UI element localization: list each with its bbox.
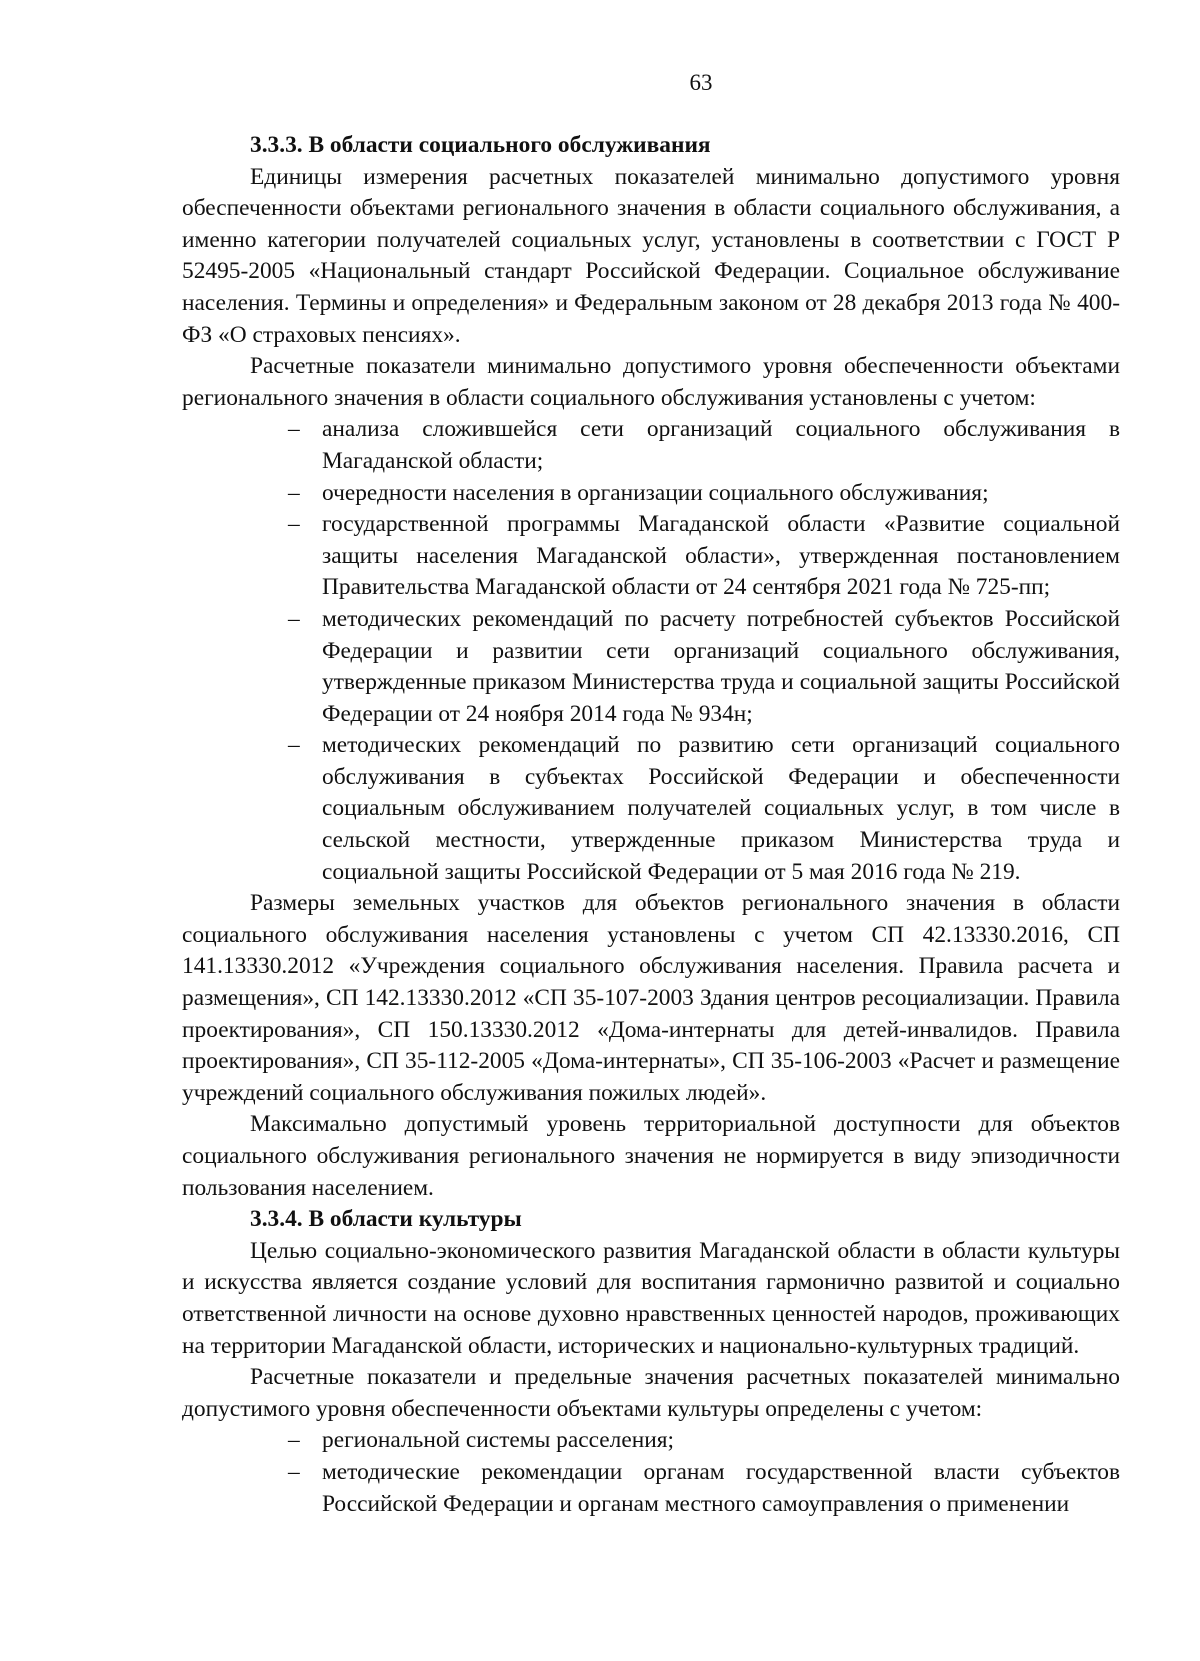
list-item xyxy=(288,730,1120,888)
page-number: 63 xyxy=(689,70,713,95)
list-item xyxy=(288,1457,1120,1520)
paragraph: Целью социально-экономического развития Магаданской области в области культуры и искусства является создание условий для воспитания гармонично развитой и социально ответственной личности на основе духовно нравственных ценностей народов, проживающих на территории Магаданской области, исторических и национально-культурных традиций. xyxy=(182,1237,1120,1359)
list-item xyxy=(288,414,1120,477)
list-item-text: анализа сложившейся сети организаций социального обслуживания в Магаданской области; xyxy=(322,416,1120,474)
list-item-text: очередности населения в организации социального обслуживания; xyxy=(322,479,989,506)
dash-bullet: – xyxy=(288,479,300,506)
dash-bullet: – xyxy=(288,511,300,538)
criteria-list-culture xyxy=(182,1425,1120,1520)
list-item xyxy=(288,509,1120,604)
list-item xyxy=(288,604,1120,730)
page-content xyxy=(182,130,1120,1520)
list-item-text: методических рекомендаций по развитию сети организаций социального обслуживания в субъектах Российской Федерации и обеспеченности социальным обслуживанием получателей социальных услуг, в том числе в сельской местности, утвержденные приказом Министерства труда и социальной защиты Российской Федерации от 5 мая 2016 года № 219. xyxy=(322,732,1120,885)
paragraph: Размеры земельных участков для объектов регионального значения в области социального обслуживания населения установлены с учетом СП 42.13330.2016, СП 141.13330.2012 «Учреждения социального обслуживания населения. Правила расчета и размещения», СП 142.13330.2012 «СП 35-107-2003 Здания центров ресоциализации. Правила проектирования», СП 150.13330.2012 «Дома-интернаты для детей-инвалидов. Правила проектирования», СП 35-112-2005 «Дома-интернаты», СП 35-106-2003 «Расчет и размещение учреждений социального обслуживания пожилых людей». xyxy=(182,890,1120,1106)
list-item xyxy=(288,478,1120,510)
paragraph: Единицы измерения расчетных показателей минимально допустимого уровня обеспеченности объектами регионального значения в области социального обслуживания, а именно категории получателей социальных услуг, установлены в соответствии с ГОСТ Р 52495-2005 «Национальный стандарт Российской Федерации. Социальное обслуживание населения. Термины и определения» и Федеральным законом от 28 декабря 2013 года № 400-ФЗ «О страховых пенсиях». xyxy=(182,163,1120,348)
dash-bullet: – xyxy=(288,416,300,443)
paragraph: Расчетные показатели минимально допустимого уровня обеспеченности объектами регионального значения в области социального обслуживания установлены с учетом: xyxy=(182,353,1120,411)
list-item-text: государственной программы Магаданской области «Развитие социальной защиты населения Магаданской области», утвержденная постановлением Правительства Магаданской области от 24 сентября 2021 года № 725-пп; xyxy=(322,511,1120,601)
dash-bullet: – xyxy=(288,1427,300,1454)
list-item-text: региональной системы расселения; xyxy=(322,1427,675,1454)
criteria-list-social xyxy=(182,414,1120,888)
paragraph: Максимально допустимый уровень территориальной доступности для объектов социального обслуживания регионального значения не нормируется в виду эпизодичности пользования населением. xyxy=(182,1111,1120,1201)
dash-bullet: – xyxy=(288,1458,300,1485)
list-item-text: методические рекомендации органам государственной власти субъектов Российской Федерации и органам местного самоуправления о применении xyxy=(322,1458,1120,1517)
section-heading-3-3-3: 3.3.3. В области социального обслуживания xyxy=(250,132,711,158)
list-item-text: методических рекомендаций по расчету потребностей субъектов Российской Федерации и развитии сети организаций социального обслуживания, утвержденные приказом Министерства труда и социальной защиты Российской Федерации от 24 ноября 2014 года № 934н; xyxy=(322,605,1120,727)
section-heading-3-3-4: 3.3.4. В области культуры xyxy=(250,1206,522,1233)
list-item xyxy=(288,1425,1120,1457)
paragraph: Расчетные показатели и предельные значения расчетных показателей минимально допустимого уровня обеспеченности объектами культуры определены с учетом: xyxy=(182,1364,1120,1422)
dash-bullet: – xyxy=(288,732,300,759)
dash-bullet: – xyxy=(288,605,300,632)
